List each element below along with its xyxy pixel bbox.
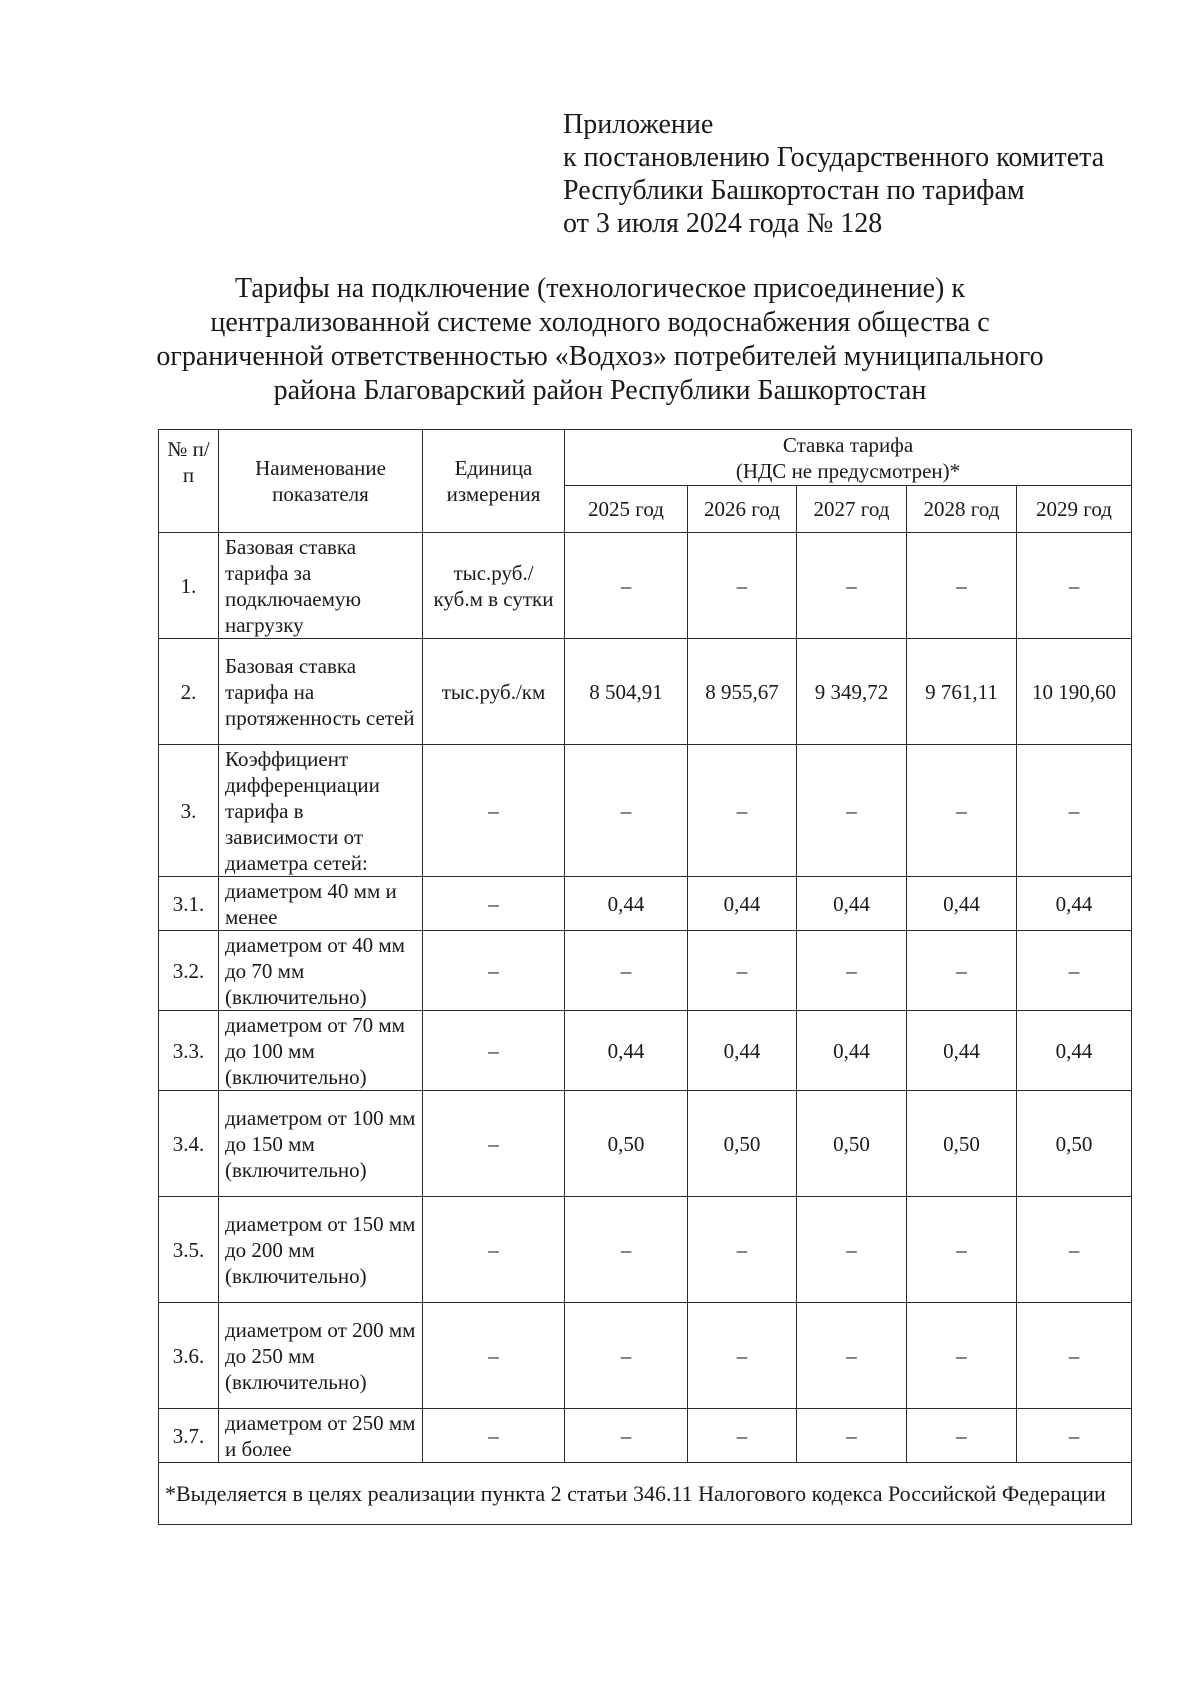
row-value: 0,44 [907,877,1017,931]
row-unit: – [423,931,565,1011]
row-num: 3.2. [159,931,219,1011]
row-value: – [1017,745,1132,877]
row-name: диаметром от 150 мм до 200 мм (включительно) [219,1197,423,1303]
row-value: 0,44 [1017,877,1132,931]
row-value: 0,50 [907,1091,1017,1197]
row-value: – [907,1197,1017,1303]
row-unit: тыс.руб./ куб.м в сутки [423,533,565,639]
row-unit: – [423,1091,565,1197]
row-value: 0,44 [907,1011,1017,1091]
title-line: Тарифы на подключение (технологическое присоединение) к [235,273,965,304]
row-value: – [797,533,907,639]
row-value: 0,44 [797,1011,907,1091]
appendix-line: к постановлению Государственного комитета [563,142,1105,173]
row-value: – [907,931,1017,1011]
row-value: – [1017,931,1132,1011]
header-rate [565,430,1132,486]
row-value: 0,44 [797,877,907,931]
header-rate-title: Ставка тарифа [782,432,914,457]
row-value: – [565,533,688,639]
row-value: – [1017,1197,1132,1303]
title-line: района Благоварский район Республики Башкортостан [273,375,927,406]
row-name: Базовая ставка тарифа за подключаемую нагрузку [219,533,423,639]
row-num: 3.6. [159,1303,219,1409]
row-value: 9 349,72 [797,639,907,745]
table-row [159,1197,1132,1303]
row-value: – [1017,533,1132,639]
table-row [159,1303,1132,1409]
footnote: *Выделяется в целях реализации пункта 2 статьи 346.11 Налогового кодекса Российской Федерации [159,1463,1132,1525]
header-unit: Единица измерения [423,430,565,533]
header-year-2027: 2027 год [797,486,907,533]
tariff-table [158,429,1132,1525]
row-name: диаметром от 40 мм до 70 мм (включительно) [219,931,423,1011]
title-line: централизованной системе холодного водоснабжения общества с [210,307,990,338]
row-value: – [797,931,907,1011]
row-value: – [565,1409,688,1463]
header-rate-note: (НДС не предусмотрен)* [735,458,961,483]
document-title [150,272,1050,408]
row-value: – [688,1197,797,1303]
row-value: 10 190,60 [1017,639,1132,745]
table-row [159,877,1132,931]
row-value: 0,44 [565,877,688,931]
appendix-line: от 3 июля 2024 года № 128 [563,208,883,239]
table-row [159,639,1132,745]
row-value: – [565,1303,688,1409]
appendix-block [563,108,1153,240]
row-name: диаметром от 70 мм до 100 мм (включительно) [219,1011,423,1091]
row-num: 3.1. [159,877,219,931]
header-year-2028: 2028 год [907,486,1017,533]
row-num: 3.4. [159,1091,219,1197]
header-year-2025: 2025 год [565,486,688,533]
row-value: – [565,931,688,1011]
row-name: диаметром от 250 мм и более [219,1409,423,1463]
row-value: – [1017,1303,1132,1409]
table-row [159,745,1132,877]
row-num: 3.7. [159,1409,219,1463]
table-row [159,931,1132,1011]
row-unit: – [423,1409,565,1463]
row-value: – [907,1409,1017,1463]
table-row [159,533,1132,639]
row-num: 2. [159,639,219,745]
row-value: 0,44 [688,877,797,931]
appendix-line: Приложение [563,109,714,140]
row-name: диаметром 40 мм и менее [219,877,423,931]
footnote-row [159,1463,1132,1525]
row-value: – [797,1409,907,1463]
header-year-2029: 2029 год [1017,486,1132,533]
row-value: 0,44 [688,1011,797,1091]
row-value: – [797,745,907,877]
row-value: 0,50 [797,1091,907,1197]
row-value: 0,44 [565,1011,688,1091]
table-row [159,1409,1132,1463]
table-row [159,1011,1132,1091]
row-unit: – [423,1011,565,1091]
table-row [159,1091,1132,1197]
row-value: – [797,1197,907,1303]
header-name: Наименование показателя [219,430,423,533]
header-year-2026: 2026 год [688,486,797,533]
header-num: № п/п [159,430,219,533]
row-value: 0,50 [565,1091,688,1197]
row-value: – [907,745,1017,877]
row-name: Коэффициент дифференциации тарифа в зависимости от диаметра сетей: [219,745,423,877]
row-value: 0,44 [1017,1011,1132,1091]
title-line: ограниченной ответственностью «Водхоз» потребителей муниципального [156,341,1044,372]
row-num: 3.3. [159,1011,219,1091]
row-unit: – [423,1197,565,1303]
appendix-line: Республики Башкортостан по тарифам [563,175,1025,206]
row-value: 8 504,91 [565,639,688,745]
row-name: диаметром от 100 мм до 150 мм (включительно) [219,1091,423,1197]
row-value: – [907,533,1017,639]
row-unit: – [423,1303,565,1409]
row-unit: – [423,877,565,931]
row-value: – [688,745,797,877]
row-value: – [797,1303,907,1409]
row-value: 0,50 [1017,1091,1132,1197]
row-name: диаметром от 200 мм до 250 мм (включительно) [219,1303,423,1409]
row-value: – [907,1303,1017,1409]
row-value: – [565,745,688,877]
row-value: 8 955,67 [688,639,797,745]
row-num: 3. [159,745,219,877]
row-value: 0,50 [688,1091,797,1197]
row-value: – [688,931,797,1011]
row-value: – [565,1197,688,1303]
row-unit: тыс.руб./км [423,639,565,745]
row-value: – [688,1303,797,1409]
row-value: – [688,533,797,639]
row-name: Базовая ставка тарифа на протяженность сетей [219,639,423,745]
row-value: – [1017,1409,1132,1463]
row-value: 9 761,11 [907,639,1017,745]
row-num: 1. [159,533,219,639]
row-num: 3.5. [159,1197,219,1303]
row-value: – [688,1409,797,1463]
row-unit: – [423,745,565,877]
